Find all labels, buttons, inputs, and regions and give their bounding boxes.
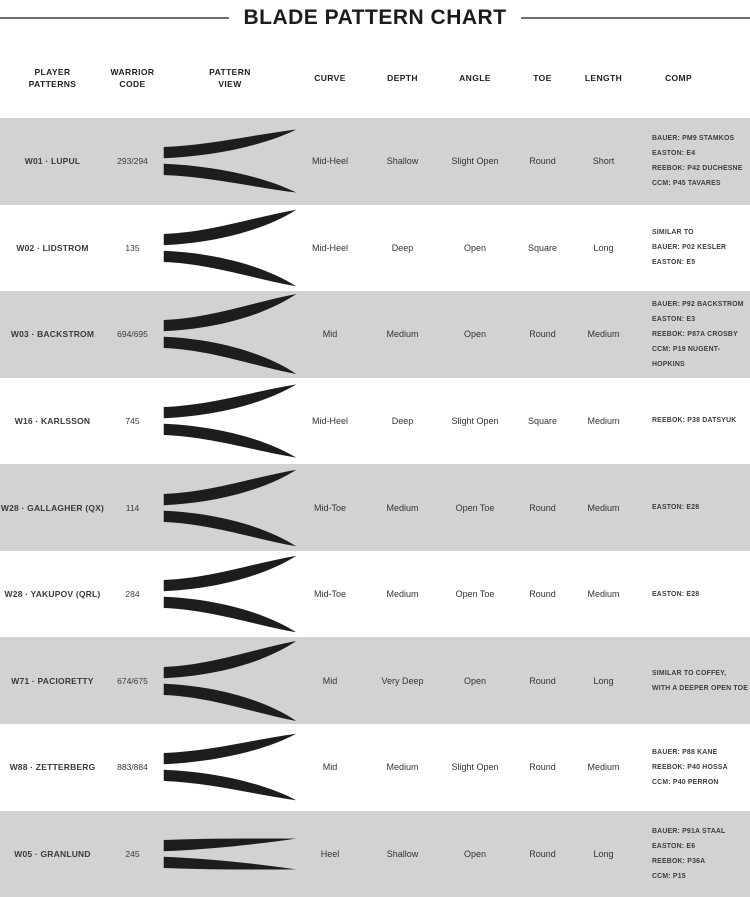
comp-line: REEBOK: P40 HOSSA xyxy=(652,763,728,771)
depth-value: Medium xyxy=(386,762,419,773)
column-header-comp: COMP xyxy=(664,72,693,83)
comp-line: CCM: P19 NUGENT-HOPKINS xyxy=(652,345,721,368)
length-value: Medium xyxy=(587,762,620,773)
comp-line: SIMILAR TO COFFEY, xyxy=(652,669,727,677)
warrior-code: 114 xyxy=(125,502,140,513)
curve-value: Mid-Toe xyxy=(313,502,346,513)
comp-list xyxy=(627,824,750,884)
warrior-code: 245 xyxy=(125,848,140,859)
table-row xyxy=(0,637,750,724)
pattern-view xyxy=(160,379,300,463)
column-header-code: WARRIOR CODE xyxy=(110,66,155,89)
pattern-table-body xyxy=(0,118,750,897)
column-header-length: LENGTH xyxy=(584,72,623,83)
pattern-view xyxy=(160,725,300,809)
toe-value: Square xyxy=(527,242,558,253)
pattern-view xyxy=(160,292,300,376)
player-pattern-label: W28 · YAKUPOV (QRL) xyxy=(4,589,101,600)
blade-silhouette-icon xyxy=(160,292,300,376)
comp-line: CCM: P45 TAVARES xyxy=(652,180,721,188)
curve-value: Mid xyxy=(322,329,338,340)
warrior-code: 745 xyxy=(125,415,140,426)
curve-value: Mid-Heel xyxy=(311,156,348,167)
player-pattern-label: W71 · PACIORETTY xyxy=(11,675,94,686)
blade-silhouette-icon xyxy=(160,379,300,463)
comp-line: REEBOK: P87A CROSBY xyxy=(652,330,738,338)
angle-value: Slight Open xyxy=(451,762,499,773)
depth-value: Medium xyxy=(386,589,419,600)
depth-value: Shallow xyxy=(386,156,419,167)
angle-value: Open Toe xyxy=(455,589,495,600)
comp-line: EASTON: E5 xyxy=(652,259,696,267)
depth-value: Very Deep xyxy=(381,675,424,686)
curve-value: Mid-Heel xyxy=(311,242,348,253)
comp-line: CCM: P40 PERRON xyxy=(652,778,719,786)
comp-line: CCM: P15 xyxy=(652,872,686,880)
comp-line: BAUER: P88 KANE xyxy=(652,748,718,756)
curve-value: Mid-Heel xyxy=(311,415,348,426)
depth-value: Deep xyxy=(391,415,414,426)
comp-line: REEBOK: P36A xyxy=(652,857,706,865)
blade-silhouette-icon xyxy=(160,206,300,290)
column-header-angle: ANGLE xyxy=(459,72,491,83)
player-pattern-label: W03 · BACKSTROM xyxy=(10,329,95,340)
player-pattern-label: W16 · KARLSSON xyxy=(14,415,91,426)
table-row xyxy=(0,551,750,638)
table-row xyxy=(0,378,750,465)
angle-value: Open xyxy=(463,675,487,686)
comp-line: EASTON: E4 xyxy=(652,150,696,158)
page-title: BLADE PATTERN CHART xyxy=(243,6,507,29)
comp-line: EASTON: E3 xyxy=(652,315,696,323)
length-value: Medium xyxy=(587,589,620,600)
player-pattern-label: W02 · LIDSTROM xyxy=(16,242,89,253)
curve-value: Heel xyxy=(320,848,340,859)
pattern-view xyxy=(160,639,300,723)
table-row xyxy=(0,464,750,551)
blade-silhouette-icon xyxy=(160,725,300,809)
angle-value: Open Toe xyxy=(455,502,495,513)
depth-value: Medium xyxy=(386,502,419,513)
pattern-view xyxy=(160,466,300,550)
title-rule-left xyxy=(0,17,229,19)
comp-list xyxy=(627,745,750,790)
blade-silhouette-icon xyxy=(160,639,300,723)
column-header-row xyxy=(0,56,750,100)
table-row xyxy=(0,118,750,205)
comp-line: EASTON: E28 xyxy=(652,590,700,598)
comp-line: BAUER: P02 KESLER xyxy=(652,244,727,252)
blade-silhouette-icon xyxy=(160,552,300,636)
curve-value: Mid xyxy=(322,675,338,686)
length-value: Medium xyxy=(587,329,620,340)
comp-list xyxy=(627,225,750,270)
toe-value: Round xyxy=(529,762,556,773)
comp-line: BAUER: P92 BACKSTROM xyxy=(652,300,744,308)
comp-list xyxy=(627,587,750,602)
table-row xyxy=(0,811,750,897)
column-header-depth: DEPTH xyxy=(387,72,418,83)
player-pattern-label: W28 · GALLAGHER (QX) xyxy=(0,502,105,513)
length-value: Long xyxy=(593,675,614,686)
warrior-code: 674/675 xyxy=(117,675,148,686)
toe-value: Round xyxy=(529,589,556,600)
table-row xyxy=(0,205,750,292)
length-value: Long xyxy=(593,242,614,253)
blade-silhouette-icon xyxy=(160,119,300,203)
blade-silhouette-icon xyxy=(160,812,300,896)
pattern-view xyxy=(160,119,300,203)
curve-value: Mid xyxy=(322,762,338,773)
curve-value: Mid-Toe xyxy=(313,589,346,600)
warrior-code: 135 xyxy=(125,242,140,253)
depth-value: Shallow xyxy=(386,848,419,859)
comp-list xyxy=(627,500,750,515)
warrior-code: 694/695 xyxy=(117,329,148,340)
pattern-view xyxy=(160,206,300,290)
table-row xyxy=(0,291,750,378)
angle-value: Open xyxy=(463,242,487,253)
toe-value: Round xyxy=(529,675,556,686)
depth-value: Medium xyxy=(386,329,419,340)
length-value: Medium xyxy=(587,502,620,513)
comp-list xyxy=(627,666,750,696)
player-pattern-label: W88 · ZETTERBERG xyxy=(9,762,96,773)
toe-value: Round xyxy=(529,502,556,513)
comp-line: SIMILAR TO xyxy=(652,229,694,237)
pattern-view xyxy=(160,552,300,636)
column-header-player: PLAYER PATTERNS xyxy=(28,66,77,89)
player-pattern-label: W05 · GRANLUND xyxy=(14,848,91,859)
warrior-code: 284 xyxy=(125,589,140,600)
player-pattern-label: W01 · LUPUL xyxy=(24,156,81,167)
blade-silhouette-icon xyxy=(160,466,300,550)
column-header-curve: CURVE xyxy=(314,72,346,83)
toe-value: Round xyxy=(529,848,556,859)
angle-value: Slight Open xyxy=(451,415,499,426)
column-header-toe: TOE xyxy=(533,72,552,83)
comp-line: BAUER: PM9 STAMKOS xyxy=(652,135,735,143)
table-row xyxy=(0,724,750,811)
comp-list xyxy=(627,131,750,191)
chart-header xyxy=(0,6,750,30)
length-value: Short xyxy=(592,156,615,167)
comp-line: BAUER: P91A STAAL xyxy=(652,827,726,835)
angle-value: Slight Open xyxy=(451,156,499,167)
toe-value: Round xyxy=(529,329,556,340)
comp-line: REEBOK: P42 DUCHESNE xyxy=(652,165,743,173)
warrior-code: 883/884 xyxy=(117,762,148,773)
pattern-view xyxy=(160,812,300,896)
length-value: Medium xyxy=(587,415,620,426)
length-value: Long xyxy=(593,848,614,859)
toe-value: Round xyxy=(529,156,556,167)
warrior-code: 293/294 xyxy=(117,156,148,167)
angle-value: Open xyxy=(463,329,487,340)
comp-line: REEBOK: P38 DATSYUK xyxy=(652,417,737,425)
title-rule-right xyxy=(521,17,750,19)
comp-list xyxy=(627,413,750,428)
comp-line: EASTON: E6 xyxy=(652,842,696,850)
comp-line: WITH A DEEPER OPEN TOE xyxy=(652,684,749,692)
toe-value: Square xyxy=(527,415,558,426)
comp-line: EASTON: E28 xyxy=(652,504,700,512)
angle-value: Open xyxy=(463,848,487,859)
column-header-pattern: PATTERN VIEW xyxy=(209,66,251,89)
depth-value: Deep xyxy=(391,242,414,253)
comp-list xyxy=(627,297,750,372)
